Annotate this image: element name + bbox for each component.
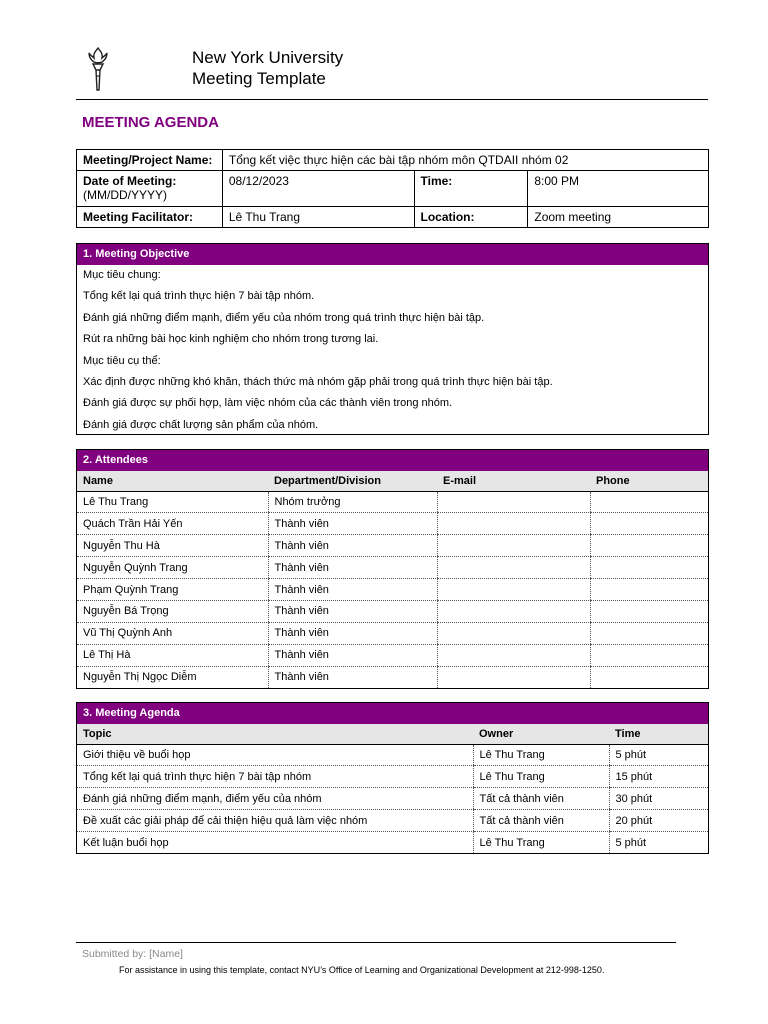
agenda-owner: Lê Thu Trang bbox=[473, 766, 609, 788]
column-header-phone: Phone bbox=[590, 471, 708, 491]
time-value: 8:00 PM bbox=[528, 171, 709, 207]
objective-line: Đánh giá được chất lượng sản phẩm của nhóm. bbox=[83, 418, 319, 431]
table-row bbox=[77, 644, 708, 666]
attendee-email bbox=[437, 600, 590, 622]
attendee-name: Lê Thị Hà bbox=[77, 644, 268, 666]
nyu-torch-icon bbox=[84, 46, 112, 92]
template-subtitle: Meeting Template bbox=[192, 69, 326, 88]
agenda-topic: Kết luận buổi họp bbox=[83, 836, 169, 849]
agenda-topic: Đánh giá những điểm mạnh, điểm yếu của nhóm bbox=[77, 788, 473, 810]
attendee-email bbox=[437, 513, 590, 535]
date-value: 08/12/2023 bbox=[222, 171, 414, 207]
attendee-email bbox=[437, 622, 590, 644]
agenda-topic: Giới thiệu về buổi họp bbox=[77, 744, 473, 766]
column-header-time: Time bbox=[609, 724, 708, 744]
attendee-phone bbox=[590, 557, 708, 579]
time-label: Time: bbox=[414, 171, 528, 207]
column-header-email: E-mail bbox=[437, 471, 590, 491]
attendee-name: Lê Thu Trang bbox=[77, 491, 268, 513]
attendee-name: Nguyễn Thu Hà bbox=[77, 535, 268, 557]
table-row bbox=[77, 535, 708, 557]
agenda-time: 5 phút bbox=[609, 744, 708, 766]
attendee-phone bbox=[590, 666, 708, 688]
page-title: MEETING AGENDA bbox=[82, 114, 219, 131]
attendee-name: Quách Trần Hải Yến bbox=[77, 513, 268, 535]
date-label bbox=[77, 171, 223, 207]
column-header-owner: Owner bbox=[473, 724, 609, 744]
location-value: Zoom meeting bbox=[528, 207, 709, 228]
agenda-topic: Tổng kết lại quá trình thực hiện 7 bài tập nhóm bbox=[77, 766, 473, 788]
attendee-role: Thành viên bbox=[268, 557, 437, 579]
agenda-owner: Tất cả thành viên bbox=[473, 788, 609, 810]
objective-line: Xác định được những khó khăn, thách thức mà nhóm gặp phải trong quá trình thực hiện bài tập. bbox=[83, 375, 553, 388]
table-row bbox=[77, 600, 708, 622]
info-row-project bbox=[77, 150, 709, 171]
facilitator-label: Meeting Facilitator: bbox=[77, 207, 223, 228]
agenda-owner: Lê Thu Trang bbox=[473, 832, 609, 854]
attendee-phone bbox=[590, 622, 708, 644]
table-row bbox=[77, 579, 708, 601]
attendees-heading: 2. Attendees bbox=[77, 450, 708, 471]
attendee-email bbox=[437, 535, 590, 557]
attendee-role: Thành viên bbox=[268, 666, 437, 688]
attendee-role: Thành viên bbox=[268, 535, 437, 557]
date-label-main: Date of Meeting: bbox=[83, 174, 177, 188]
table-row bbox=[77, 744, 708, 766]
column-header-department: Department/Division bbox=[268, 471, 437, 491]
objective-heading: 1. Meeting Objective bbox=[77, 244, 708, 265]
meeting-objective-section bbox=[76, 243, 709, 435]
org-name: New York University bbox=[192, 48, 344, 67]
objective-line: Mục tiêu chung: bbox=[83, 269, 161, 281]
attendee-phone bbox=[590, 491, 708, 513]
table-row bbox=[77, 513, 708, 535]
objective-line: Mục tiêu cụ thể: bbox=[83, 354, 161, 367]
attendee-phone bbox=[590, 644, 708, 666]
attendee-phone bbox=[590, 535, 708, 557]
table-row bbox=[77, 788, 708, 810]
agenda-header-row bbox=[77, 724, 708, 744]
agenda-time: 20 phút bbox=[609, 810, 708, 832]
assistance-note: For assistance in using this template, contact NYU’s Office of Learning and Organizational Development at 212-998-1250. bbox=[119, 965, 605, 975]
agenda-table bbox=[77, 724, 708, 853]
attendees-section bbox=[76, 449, 709, 689]
table-row bbox=[77, 766, 708, 788]
attendees-header-row bbox=[77, 471, 708, 491]
objective-line: Rút ra những bài học kinh nghiệm cho nhóm trong tương lai. bbox=[83, 333, 379, 346]
attendee-name: Nguyễn Thị Ngọc Diễm bbox=[83, 671, 197, 684]
table-row bbox=[77, 666, 708, 688]
agenda-owner: Tất cả thành viên bbox=[473, 810, 609, 832]
table-row bbox=[77, 622, 708, 644]
table-row bbox=[77, 491, 708, 513]
agenda-time: 30 phút bbox=[609, 788, 708, 810]
project-label: Meeting/Project Name: bbox=[77, 150, 223, 171]
submitted-by: Submitted by: [Name] bbox=[82, 948, 183, 960]
attendee-name: Nguyễn Quỳnh Trang bbox=[77, 557, 268, 579]
column-header-topic: Topic bbox=[77, 724, 473, 744]
attendee-email bbox=[437, 579, 590, 601]
attendee-role: Thành viên bbox=[268, 579, 437, 601]
column-header-name: Name bbox=[77, 471, 268, 491]
project-value: Tổng kết việc thực hiện các bài tập nhóm môn QTDAII nhóm 02 bbox=[222, 150, 708, 171]
meeting-info-table bbox=[76, 149, 709, 228]
table-row bbox=[77, 832, 708, 854]
agenda-owner: Lê Thu Trang bbox=[473, 744, 609, 766]
attendee-role: Nhóm trưởng bbox=[268, 491, 437, 513]
table-row bbox=[77, 810, 708, 832]
attendee-role: Thành viên bbox=[268, 622, 437, 644]
meeting-agenda-section bbox=[76, 702, 709, 854]
attendee-phone bbox=[590, 600, 708, 622]
footer-divider bbox=[76, 942, 676, 943]
attendee-role: Thành viên bbox=[268, 513, 437, 535]
attendee-email bbox=[437, 644, 590, 666]
attendee-phone bbox=[590, 513, 708, 535]
attendees-table bbox=[77, 471, 708, 688]
objective-list bbox=[77, 265, 708, 436]
objective-line: Đánh giá được sự phối hợp, làm việc nhóm của các thành viên trong nhóm. bbox=[83, 397, 453, 410]
agenda-time: 5 phút bbox=[609, 832, 708, 854]
attendee-role: Thành viên bbox=[268, 644, 437, 666]
info-row-facilitator bbox=[77, 207, 709, 228]
location-label: Location: bbox=[414, 207, 528, 228]
info-row-date bbox=[77, 171, 709, 207]
attendee-email bbox=[437, 491, 590, 513]
agenda-time: 15 phút bbox=[609, 766, 708, 788]
objective-line: Đánh giá những điểm mạnh, điểm yếu của nhóm trong quá trình thực hiện bài tập. bbox=[83, 311, 485, 324]
attendee-email bbox=[437, 666, 590, 688]
attendee-role: Thành viên bbox=[268, 600, 437, 622]
attendee-name: Nguyễn Bá Trọng bbox=[77, 600, 268, 622]
header-title bbox=[192, 47, 343, 89]
attendee-phone bbox=[590, 579, 708, 601]
agenda-heading: 3. Meeting Agenda bbox=[77, 703, 708, 724]
facilitator-value: Lê Thu Trang bbox=[222, 207, 414, 228]
document-header bbox=[76, 40, 708, 100]
agenda-topic: Đề xuất các giải pháp để cải thiện hiệu quả làm việc nhóm bbox=[77, 810, 473, 832]
objective-line: Tổng kết lại quá trình thực hiện 7 bài tập nhóm. bbox=[83, 290, 315, 303]
date-label-format: (MM/DD/YYYY) bbox=[83, 188, 167, 202]
attendee-email bbox=[437, 557, 590, 579]
table-row bbox=[77, 557, 708, 579]
attendee-name: Vũ Thị Quỳnh Anh bbox=[77, 622, 268, 644]
attendee-name: Phạm Quỳnh Trang bbox=[77, 579, 268, 601]
